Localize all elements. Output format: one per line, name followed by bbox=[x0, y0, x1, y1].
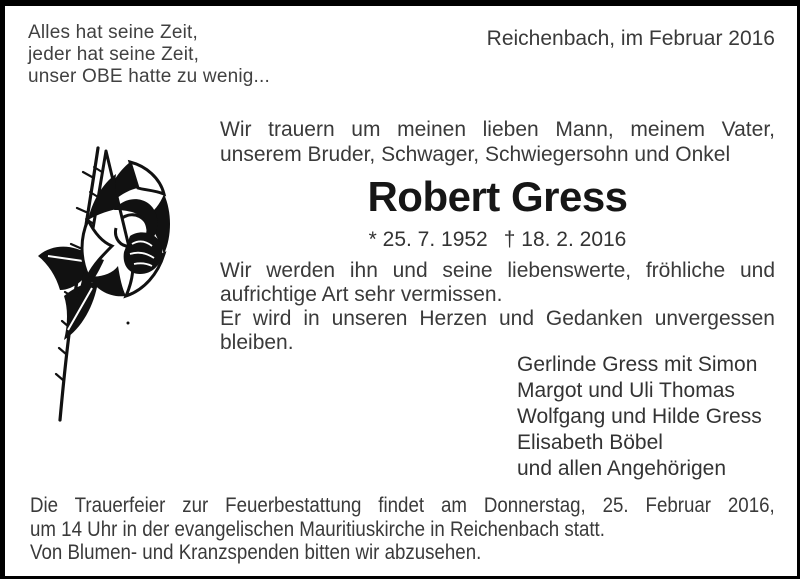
tribute-line: aufrichtige Art sehr vermissen. bbox=[220, 283, 503, 306]
mourner-line: Margot und Uli Thomas bbox=[517, 379, 735, 402]
tribute-line: Er wird in unseren Herzen und Gedanken unvergessen bbox=[220, 307, 775, 330]
tribute-paragraph bbox=[220, 259, 775, 355]
life-dates bbox=[220, 228, 775, 252]
quote-line: jeder hat seine Zeit, bbox=[28, 44, 200, 65]
deceased-name: Robert Gress bbox=[367, 173, 628, 220]
birth-date: * 25. 7. 1952 bbox=[368, 228, 488, 251]
location-date: Reichenbach, im Februar 2016 bbox=[486, 27, 775, 50]
funeral-details bbox=[30, 494, 775, 565]
funeral-line: um 14 Uhr in der evangelischen Mauritiuskirche in Reichenbach statt. bbox=[30, 516, 605, 541]
quote-block bbox=[28, 22, 270, 88]
mourner-line: Gerlinde Gress mit Simon bbox=[517, 353, 758, 376]
mourner-line: und allen Angehörigen bbox=[517, 457, 727, 480]
quote-line: unser OBE hatte zu wenig... bbox=[28, 66, 270, 87]
mourners-list bbox=[517, 352, 762, 482]
intro-line: Wir trauern um meinen lieben Mann, meinem Vater, bbox=[220, 118, 775, 141]
tribute-line: Wir werden ihn und seine liebenswerte, fröhliche und bbox=[220, 259, 775, 282]
intro-line: unserem Bruder, Schwager, Schwiegersohn und Onkel bbox=[220, 143, 731, 166]
intro-paragraph bbox=[220, 117, 775, 167]
funeral-line: Die Trauerfeier zur Feuerbestattung findet am Donnerstag, 25. Februar 2016, bbox=[30, 493, 775, 517]
quote-line: Alles hat seine Zeit, bbox=[28, 22, 199, 43]
rose-icon bbox=[26, 132, 198, 428]
tribute-line: bleiben. bbox=[220, 331, 294, 354]
mourner-line: Wolfgang und Hilde Gress bbox=[517, 405, 762, 428]
funeral-line: Von Blumen- und Kranzspenden bitten wir abzusehen. bbox=[30, 540, 482, 564]
mourner-line: Elisabeth Böbel bbox=[517, 431, 663, 454]
death-date: † 18. 2. 2016 bbox=[503, 228, 627, 251]
